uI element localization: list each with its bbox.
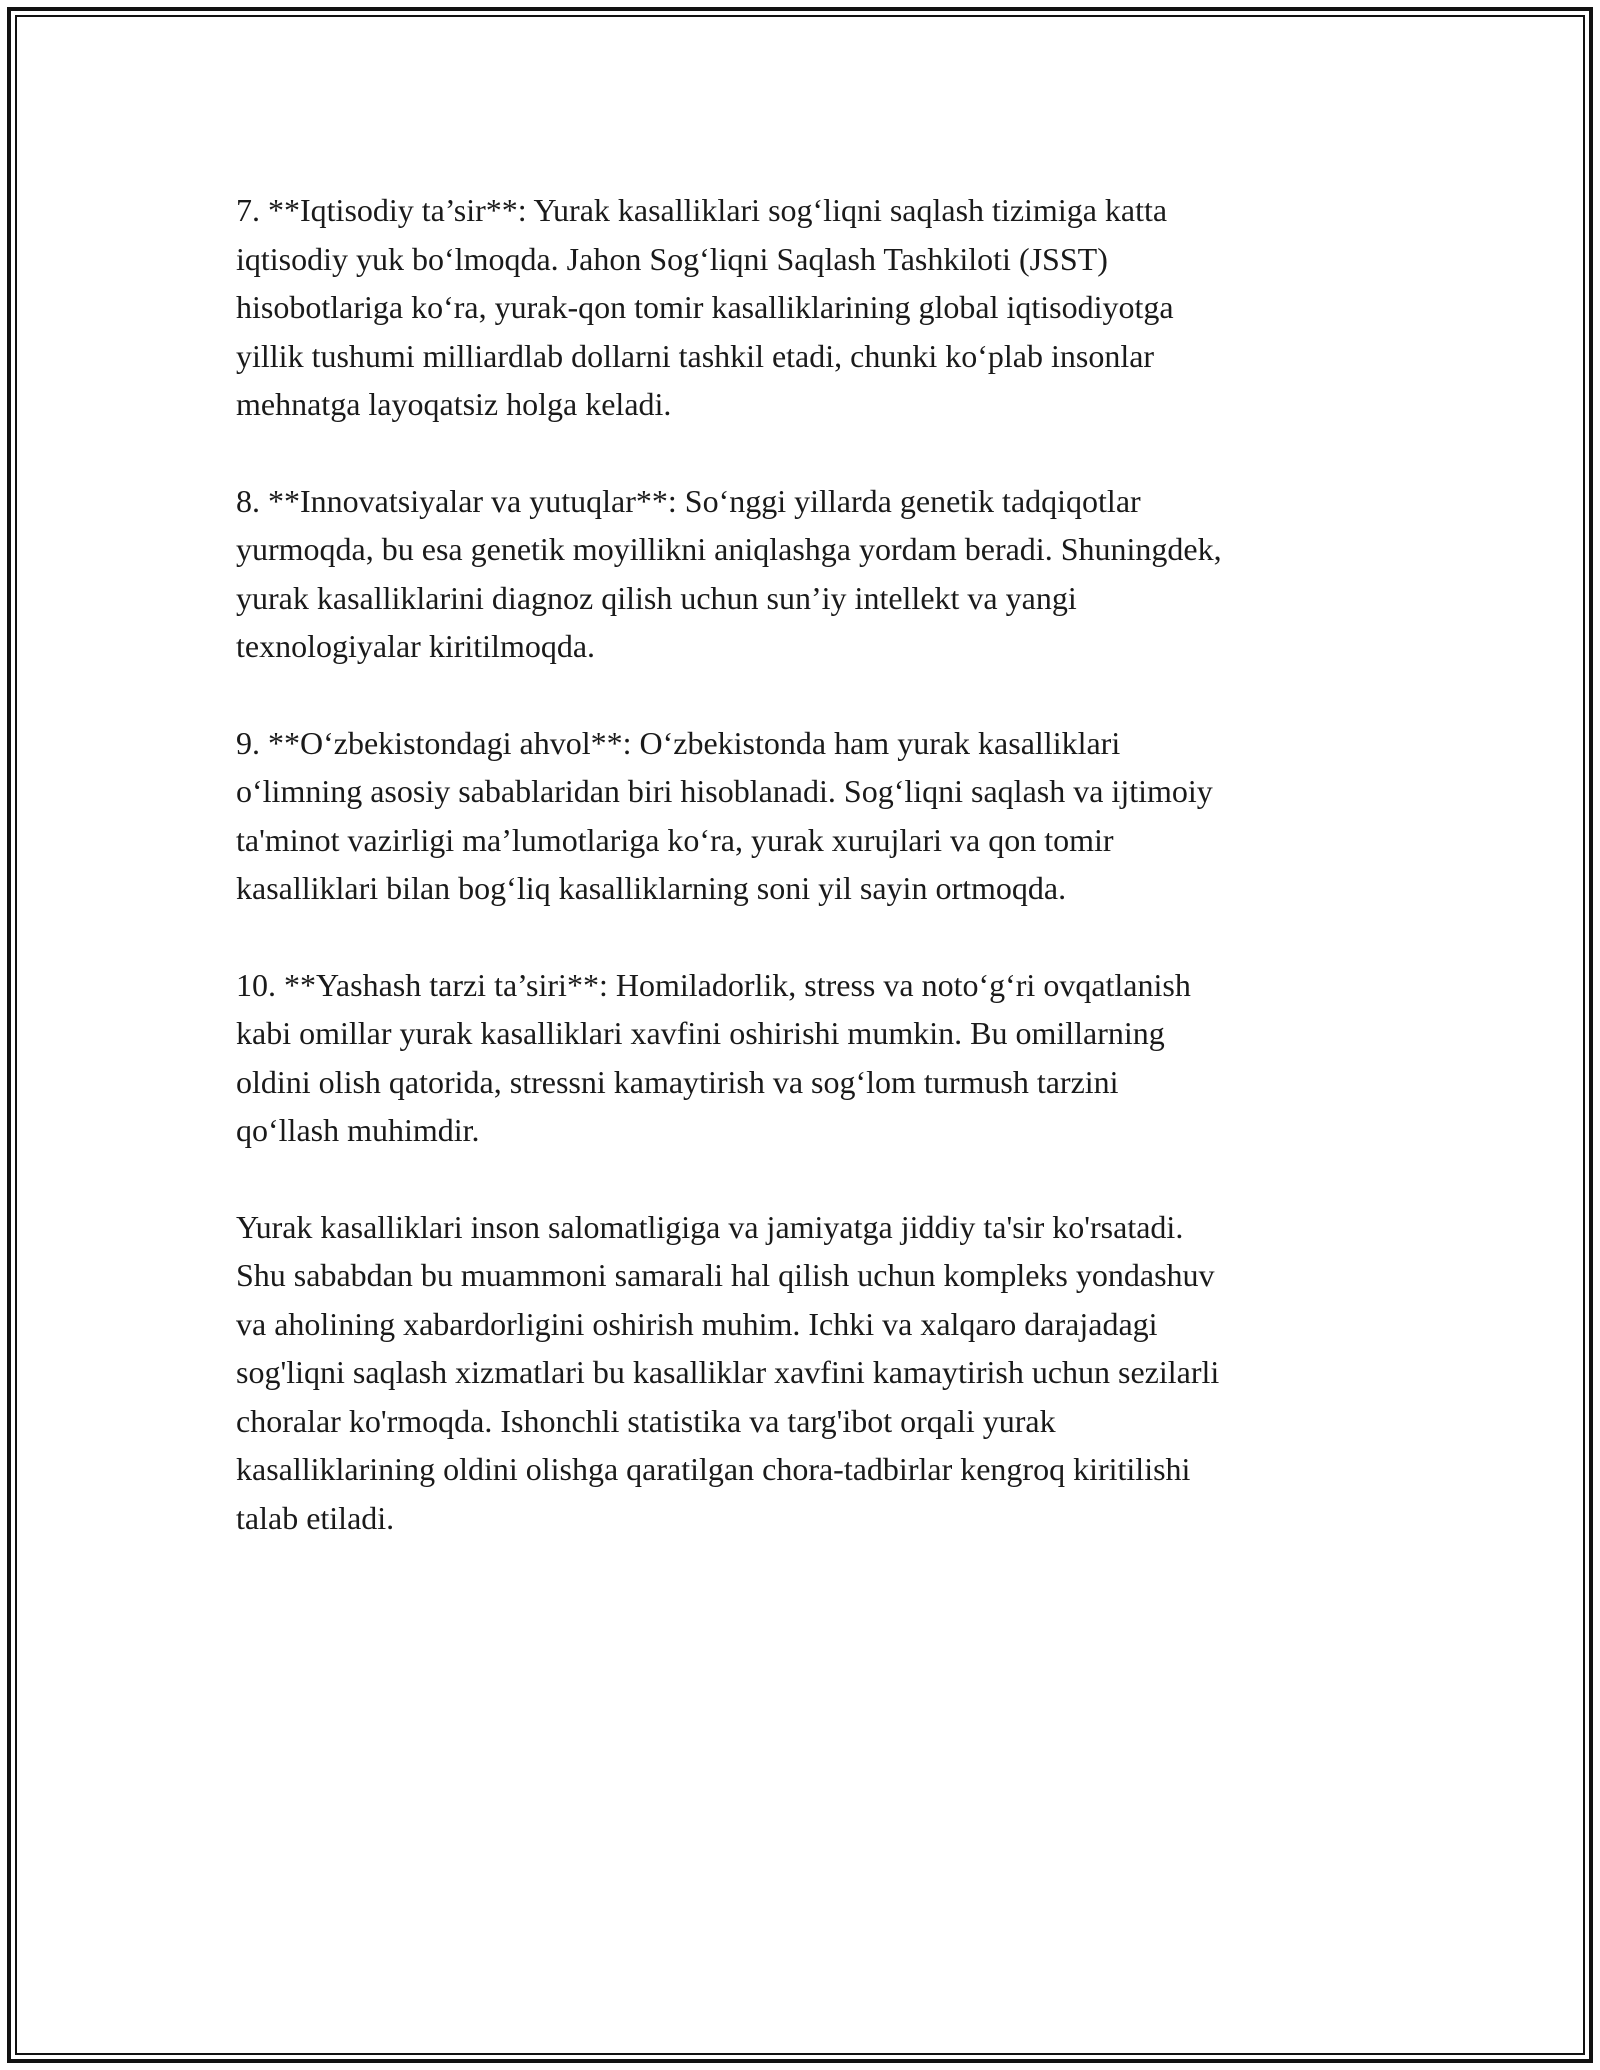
paragraph-economic-impact bbox=[236, 186, 1386, 429]
text-line: ta'minot vazirligi ma’lumotlariga ko‘ra, yurak xurujlari va qon tomir bbox=[236, 821, 1114, 858]
text-line: o‘limning asosiy sabablaridan biri hisoblanadi. Sog‘liqni saqlash va ijtimoiy bbox=[236, 773, 1213, 809]
text-line: va aholining xabardorligini oshirish muhim. Ichki va xalqaro darajadagi bbox=[236, 1305, 1158, 1342]
text-line: texnologiyalar kiritilmoqda. bbox=[236, 628, 596, 664]
document-body bbox=[236, 186, 1386, 1590]
text-line: 8. **Innovatsiyalar va yutuqlar**: So‘nggi yillarda genetik tadqiqotlar bbox=[236, 482, 1141, 519]
text-line: Shu sababdan bu muammoni samarali hal qilish uchun kompleks yondashuv bbox=[236, 1257, 1215, 1293]
text-line: oldini olish qatorida, stressni kamaytirish va sog‘lom turmush tarzini bbox=[236, 1063, 1119, 1100]
text-line: talab etiladi. bbox=[236, 1499, 395, 1536]
paragraph-lifestyle-impact bbox=[236, 961, 1386, 1155]
text-line: sog'liqni saqlash xizmatlari bu kasalliklar xavfini kamaytirish uchun sezilarli bbox=[236, 1354, 1220, 1390]
text-line: mehnatga layoqatsiz holga keladi. bbox=[236, 386, 672, 422]
paragraph-uzbekistan-situation bbox=[236, 719, 1386, 913]
paragraph-innovations bbox=[236, 477, 1386, 671]
paragraph-conclusion bbox=[236, 1203, 1386, 1543]
text-line: 9. **O‘zbekistondagi ahvol**: O‘zbekistonda ham yurak kasalliklari bbox=[236, 724, 1121, 761]
text-line: qo‘llash muhimdir. bbox=[236, 1112, 480, 1148]
text-line: kabi omillar yurak kasalliklari xavfini oshirishi mumkin. Bu omillarning bbox=[236, 1015, 1165, 1051]
text-line: iqtisodiy yuk bo‘lmoqda. Jahon Sog‘liqni Saqlash Tashkiloti (JSST) bbox=[236, 240, 1108, 277]
text-line: choralar ko'rmoqda. Ishonchli statistika va targ'ibot orqali yurak bbox=[236, 1402, 1056, 1439]
text-line: 10. **Yashash tarzi ta’siri**: Homiladorlik, stress va noto‘g‘ri ovqatlanish bbox=[236, 966, 1191, 1003]
text-line: 7. **Iqtisodiy ta’sir**: Yurak kasalliklari sog‘liqni saqlash tizimiga katta bbox=[236, 192, 1168, 228]
text-line: hisobotlariga ko‘ra, yurak-qon tomir kasalliklarining global iqtisodiyotga bbox=[236, 289, 1174, 325]
text-line: kasalliklari bilan bog‘liq kasalliklarning soni yil sayin ortmoqda. bbox=[236, 870, 1067, 906]
text-line: yillik tushumi milliardlab dollarni tashkil etadi, chunki ko‘plab insonlar bbox=[236, 337, 1155, 374]
text-line: kasalliklarining oldini olishga qaratilgan chora-tadbirlar kengroq kiritilishi bbox=[236, 1451, 1191, 1487]
text-line: yurak kasalliklarini diagnoz qilish uchun sun’iy intellekt va yangi bbox=[236, 579, 1077, 616]
text-line: Yurak kasalliklari inson salomatligiga va jamiyatga jiddiy ta'sir ko'rsatadi. bbox=[236, 1208, 1184, 1245]
text-line: yurmoqda, bu esa genetik moyillikni aniqlashga yordam beradi. Shuningdek, bbox=[236, 531, 1222, 567]
